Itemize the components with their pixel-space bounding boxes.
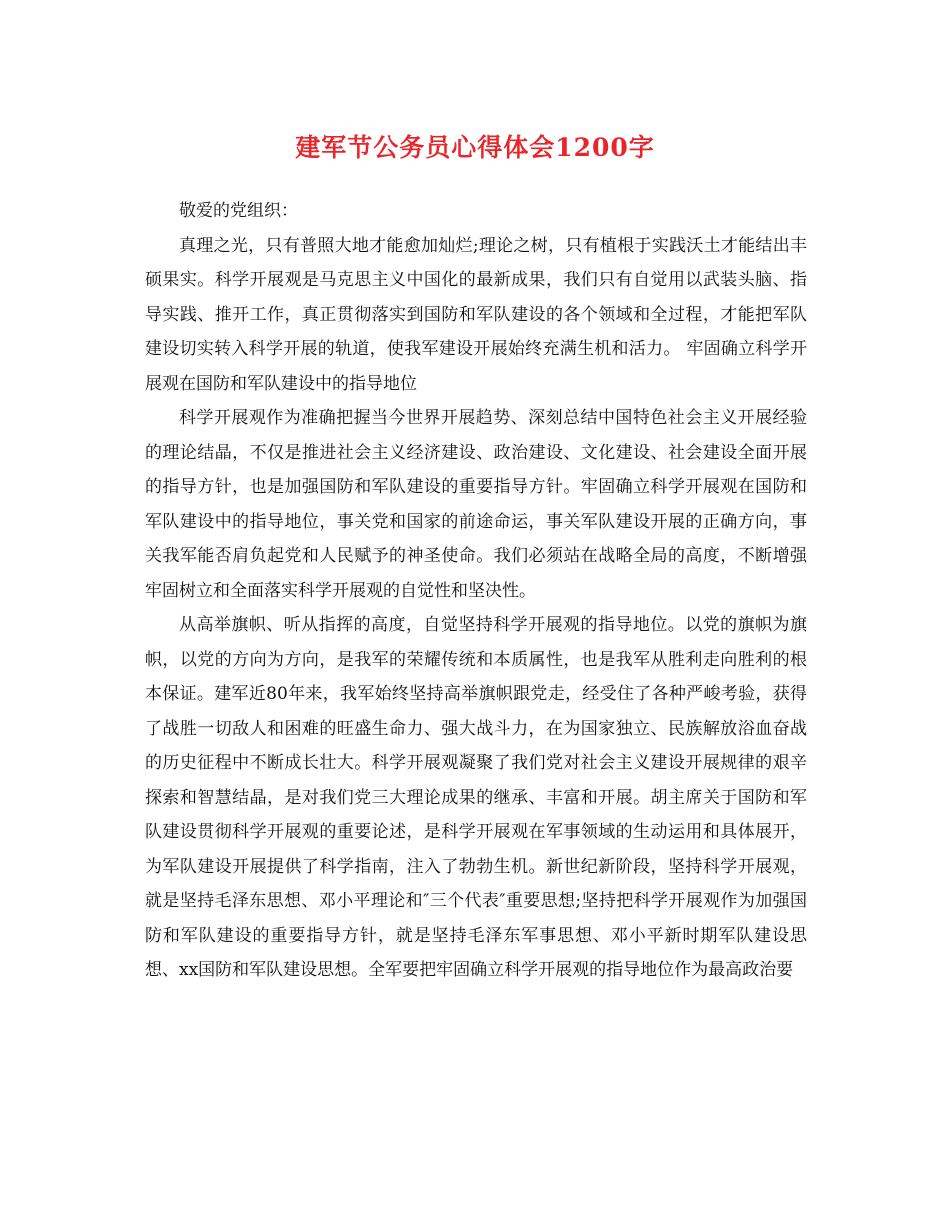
paragraph-2: 科学开展观作为准确把握当今世界开展趋势、深刻总结中国特色社会主义开展经验的理论结晶，不仅是推进社会主义经济建设、政治建设、文化建设、社会建设全面开展的指导方针，也是加强国防和军队建设的重要指导方针。牢固确立科学开展观在国防和军队建设中的指导地位，事关党和国家的前途命运，事关军队建设开展的正确方向，事关我军能否肩负起党和人民赋予的神圣使命。我们必须站在战略全局的高度，不断增强牢固树立和全面落实科学开展观的自觉性和坚决性。	[145, 408, 807, 601]
paragraph-3: 从高举旗帜、听从指挥的高度，自觉坚持科学开展观的指导地位。以党的旗帜为旗帜，以党的方向为方向，是我军的荣耀传统和本质属性，也是我军从胜利走向胜利的根本保证。建军近80年来，我军始终坚持高举旗帜跟党走，经受住了各种严峻考验，获得了战胜一切敌人和困难的旺盛生命力、强大战斗力，在为国家独立、民族解放浴血奋战的历史征程中不断成长壮大。科学开展观凝聚了我们党对社会主义建设开展规律的艰辛探索和智慧结晶，是对我们党三大理论成果的继承、丰富和开展。胡主席关于国防和军队建设贯彻科学开展观的重要论述，是科学开展观在军事领域的生动运用和具体展开，为军队建设开展提供了科学指南，注入了勃勃生机。新世纪新阶段，坚持科学开展观，就是坚持毛泽东思想、邓小平理论和″三个代表″重要思想;坚持把科学开展观作为加强国防和军队建设的重要指导方针，就是坚持毛泽东军事思想、邓小平新时期军队建设思想、xx国防和军队建设思想。全军要把牢固确立科学开展观的指导地位作为最高政治要	[145, 615, 807, 980]
document-body	[145, 194, 807, 988]
document-title: 建军节公务员心得体会1200字	[295, 133, 655, 162]
paragraph-1: 真理之光，只有普照大地才能愈加灿烂;理论之树，只有植根于实践沃土才能结出丰硕果实。科学开展观是马克思主义中国化的最新成果，我们只有自觉用以武装头脑、指导实践、推开工作，真正贯彻落实到国防和军队建设的各个领域和全过程，才能把军队建设切实转入科学开展的轨道，使我军建设开展始终充满生机和活力。 牢固确立科学开展观在国防和军队建设中的指导地位	[145, 235, 807, 394]
salutation: 敬爱的党组织：	[179, 201, 298, 221]
